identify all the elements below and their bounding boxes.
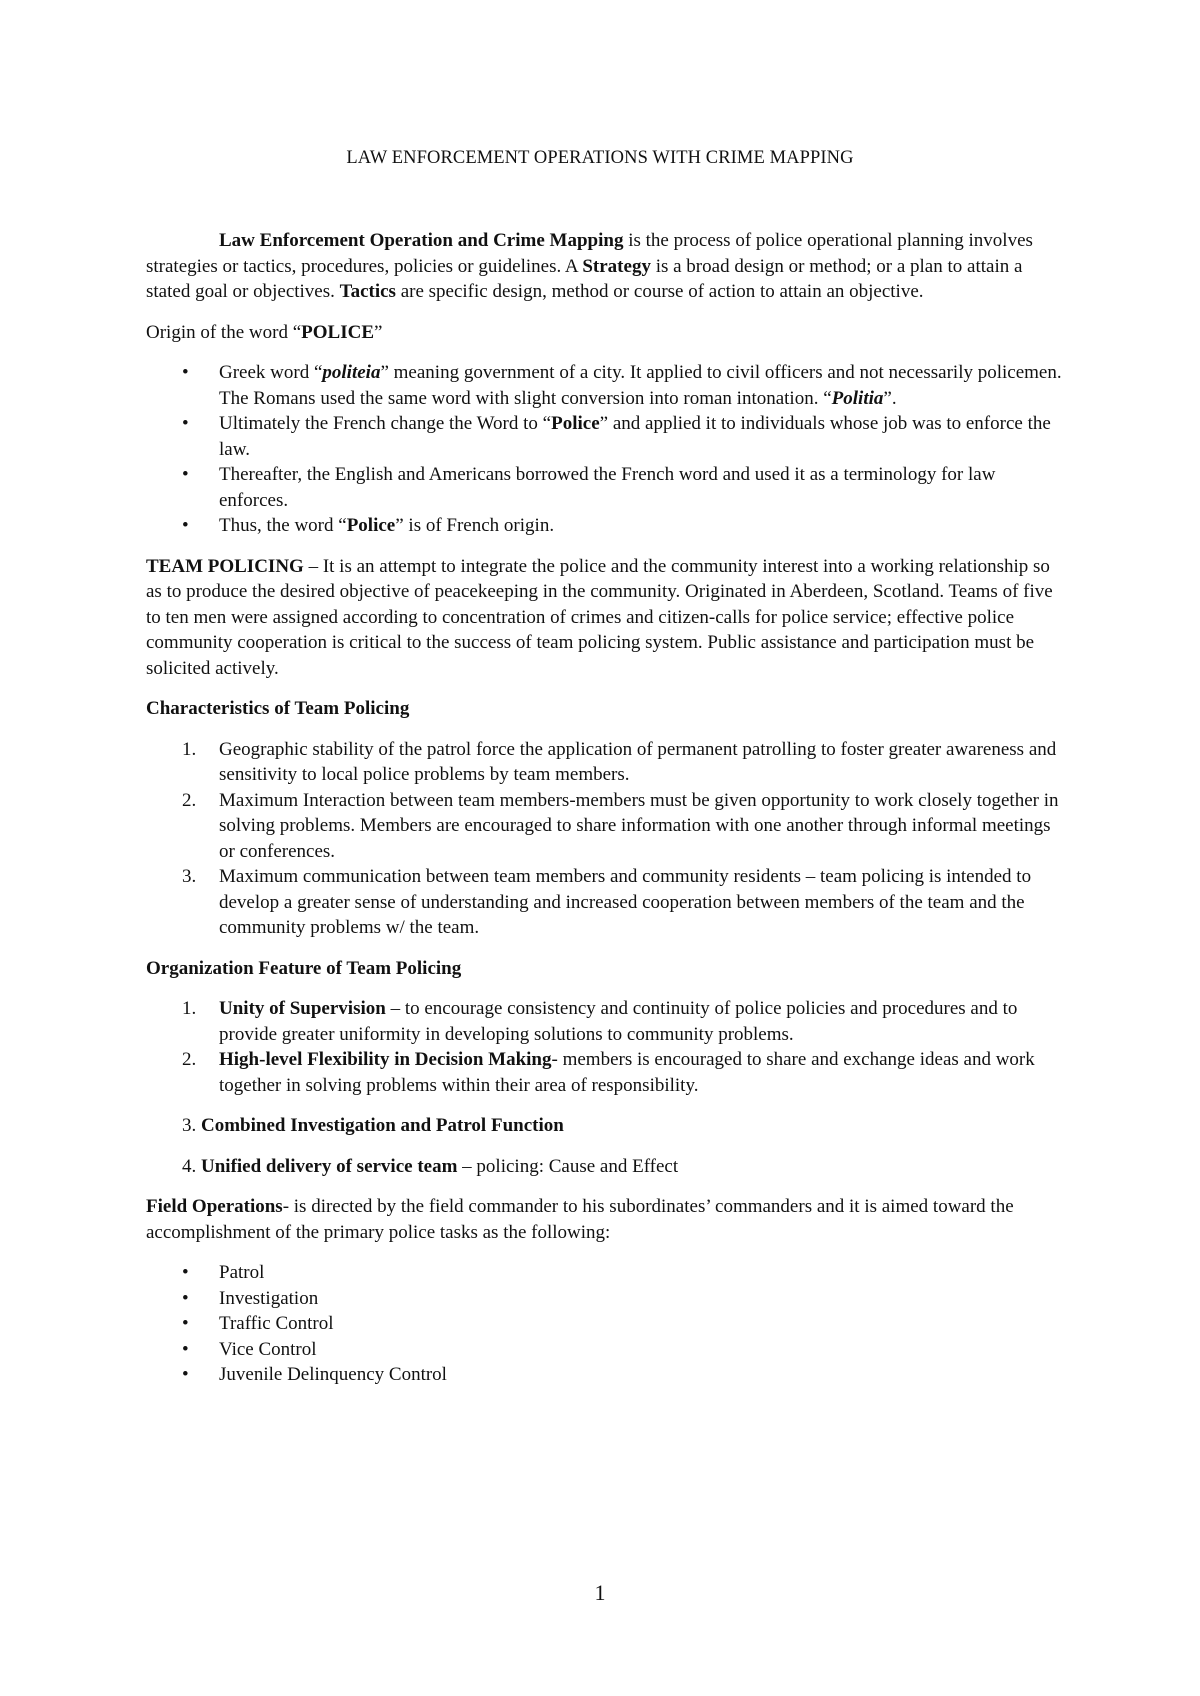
list-item	[146, 1311, 1066, 1337]
intro-term: Law Enforcement Operation and Crime Mapping	[219, 230, 624, 251]
list-item	[146, 1047, 1066, 1098]
bullet-marker: •	[182, 515, 189, 536]
page-number: 1	[594, 1580, 606, 1605]
origin-item-text: Thereafter, the English and Americans borrowed the French word and used it as a terminology for law enforces.	[219, 464, 996, 511]
origin-item-text: ” is of French origin.	[395, 515, 555, 536]
task-text: Patrol	[219, 1262, 265, 1283]
list-item-text: Geographic stability of the patrol force the application of permanent patrolling to foster greater awareness and sensitivity to local police problems by team members.	[219, 738, 1057, 785]
intro-text-3: are specific design, method or course of action to attain an objective.	[395, 281, 924, 302]
list-item	[146, 864, 1066, 941]
list-item-text: Maximum communication between team members and community residents – team policing is intended to develop a greater sense of understanding and increased cooperation between members of the team and the community problems w/ the team.	[219, 866, 1032, 938]
origin-item-text: Thus, the word “	[219, 515, 347, 536]
team-policing-paragraph	[146, 554, 1066, 682]
list-item-term: Unified delivery of service team	[201, 1155, 458, 1177]
list-number: 3.	[182, 1115, 201, 1136]
intro-text-2: is a broad design or method; or a plan to attain a stated goal or objectives.	[146, 255, 1023, 302]
list-item-term: Combined Investigation and Patrol Function	[201, 1115, 564, 1136]
list-item	[146, 737, 1066, 788]
bullet-marker: •	[182, 1313, 189, 1334]
organization-heading-text: Organization Feature of Team Policing	[146, 957, 462, 979]
list-number: 2.	[182, 789, 197, 811]
list-item-term: Unity of Supervision	[219, 998, 386, 1019]
document-body	[146, 228, 1066, 1403]
characteristics-list	[146, 737, 1066, 941]
list-item	[146, 1260, 1066, 1286]
list-item	[146, 411, 1066, 462]
team-policing-text: – It is an attempt to integrate the police and the community interest into a working relationship so as to produce the desired objective of peacekeeping in the community. Originated in Aberdeen, Scotland. Teams of five to ten men were assigned according to concentration of crimes and citizen-calls for police service; effective police community cooperation is critical to the success of team policing system. Public assistance and participation must be solicited actively.	[146, 555, 1053, 679]
intro-text-1: is the process of police operational planning involves strategies or tactics, procedures, policies or guidelines. A	[146, 230, 1033, 277]
field-operations-paragraph	[146, 1194, 1066, 1245]
task-text: Juvenile Delinquency Control	[219, 1364, 447, 1385]
bullet-marker: •	[182, 1287, 189, 1309]
characteristics-heading-text: Characteristics of Team Policing	[146, 698, 410, 719]
bullet-marker: •	[182, 1338, 189, 1360]
bullet-marker: •	[182, 413, 189, 434]
list-item	[146, 462, 1066, 513]
tasks-list	[146, 1260, 1066, 1388]
team-policing-label: TEAM POLICING	[146, 555, 304, 577]
bullet-marker: •	[182, 1364, 189, 1385]
document-title: LAW ENFORCEMENT OPERATIONS WITH CRIME MAPPING	[346, 148, 854, 168]
list-item	[146, 360, 1066, 411]
field-operations-text: - is directed by the field commander to his subordinates’ commanders and it is aimed toward the accomplishment of the primary police tasks as the following:	[146, 1196, 1014, 1243]
list-item-text: - members is encouraged to share and exchange ideas and work together in solving problems within their area of responsibility.	[219, 1049, 1035, 1096]
bullet-marker: •	[182, 464, 189, 485]
list-number: 4.	[182, 1155, 201, 1177]
origin-post: ”	[374, 321, 383, 343]
origin-item-text: Greek word “	[219, 362, 323, 383]
organization-heading	[146, 956, 1066, 982]
list-item-term: High-level Flexibility in Decision Making	[219, 1049, 552, 1070]
politia-word: Politia	[831, 387, 884, 409]
origin-word: POLICE	[301, 321, 374, 343]
origin-item-text: ” and applied it to individuals whose job was to enforce the law.	[219, 413, 1051, 460]
field-operations-label: Field Operations	[146, 1196, 283, 1217]
organization-item-3	[182, 1113, 1066, 1139]
characteristics-heading	[146, 696, 1066, 722]
list-number: 3.	[182, 866, 197, 887]
organization-item-4	[182, 1154, 1066, 1180]
list-item-text: Maximum Interaction between team members-members must be given opportunity to work closely together in solving problems. Members are encouraged to share information with one another through informal meetings or conferences.	[219, 789, 1059, 862]
list-item-text: – to encourage consistency and continuity of police policies and procedures and to provide greater uniformity in developing solutions to community problems.	[219, 998, 1018, 1045]
origin-heading	[146, 320, 1066, 346]
list-item	[146, 513, 1066, 539]
origin-pre: Origin of the word “	[146, 321, 302, 343]
police-word: Police	[551, 413, 600, 434]
list-item	[146, 1337, 1066, 1363]
organization-list	[146, 996, 1066, 1098]
list-item	[146, 996, 1066, 1047]
list-item-text: – policing: Cause and Effect	[457, 1155, 679, 1177]
list-number: 1.	[182, 738, 197, 760]
strategy-term: Strategy	[582, 255, 651, 277]
origin-item-text: Ultimately the French change the Word to “	[219, 413, 552, 434]
task-text: Investigation	[219, 1287, 319, 1309]
list-item	[146, 788, 1066, 865]
tactics-term: Tactics	[339, 281, 396, 302]
politeia-word: politeia	[322, 362, 381, 383]
origin-item-text: ” meaning government of a city. It applied to civil officers and not necessarily policemen. The Romans used the same word with slight conversion into roman intonation. “	[219, 362, 1062, 409]
list-item	[146, 1286, 1066, 1312]
list-number: 1.	[182, 998, 197, 1019]
task-text: Traffic Control	[219, 1313, 334, 1334]
list-item	[146, 1362, 1066, 1388]
police-word: Police	[346, 515, 396, 536]
origin-item-text: ”.	[883, 387, 897, 409]
task-text: Vice Control	[219, 1338, 317, 1360]
intro-paragraph	[146, 228, 1066, 305]
origin-list	[146, 360, 1066, 539]
list-number: 2.	[182, 1049, 197, 1070]
bullet-marker: •	[182, 1262, 189, 1283]
bullet-marker: •	[182, 362, 189, 383]
